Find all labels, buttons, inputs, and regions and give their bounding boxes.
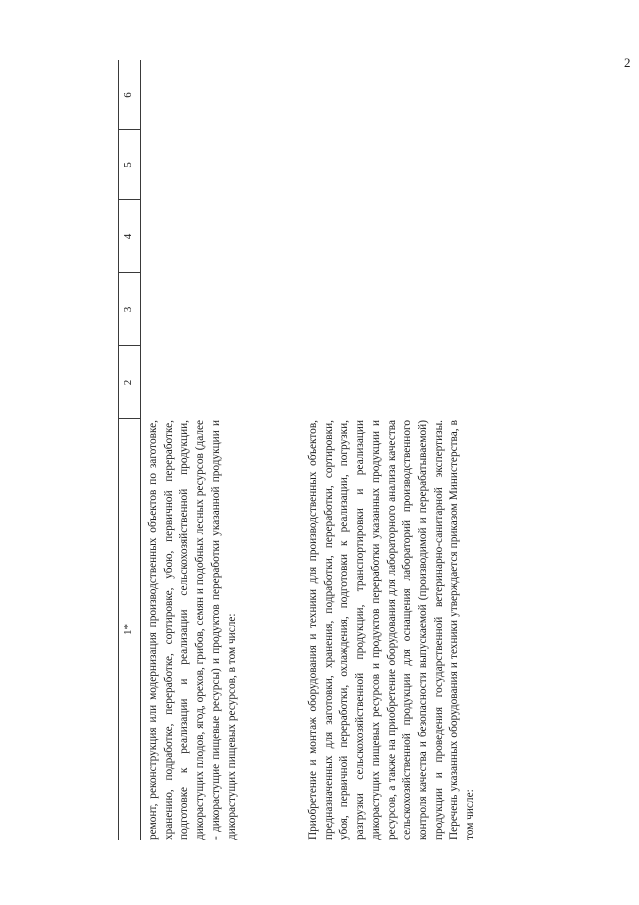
header-col-4: 4 [122,233,134,240]
table-top-border [118,60,119,840]
header-col-6: 6 [122,92,134,98]
header-bottom-border [140,60,141,840]
row-1-description: ремонт, реконструкция или модернизация производственных объектов по заготовке, хранению, подработке, переработке, сортировке, убою, первичной переработке, подготовке к реализации и реализации сельскохозяйственной продукции, дикорастущих плодов, ягод, орехов, грибов, семян и подобных лесных ресурсов (далее - дикорастущие пищевые ресурсы) и продуктов переработки указанной продукции и дикорастущих пищевых ресурсов, в том числе: [147,420,238,840]
header-col-3: 3 [122,306,134,313]
page-number: 2 [624,55,631,70]
header-col-1: 1* [122,624,134,635]
rotated-table [118,60,638,840]
header-col-2: 2 [122,379,134,386]
header-col-5: 5 [122,162,134,168]
row-2-description: Приобретение и монтаж оборудования и техники для производственных объектов, предназначенных для заготовки, хранения, подработки, переработки, сортировки, убоя, первичной переработки, охлаждения, подготовки к реализации, погрузки, разгрузки сельскохозяйственной продукции, транспортировки и реализации дикорастущих пищевых ресурсов и продуктов переработки указанных продукции и ресурсов, а также на приобретение оборудования для лабораторного анализа качества сельскохозяйственной продукции для оснащения лабораторий производственного контроля качества и безопасности выпускаемой (производимой и перерабатываемой) продукции и проведения государственной ветеринарно-санитарной экспертизы. Перечень указанных оборудования и техники утверждается приказом Министерства, в том числе: [307,420,477,840]
